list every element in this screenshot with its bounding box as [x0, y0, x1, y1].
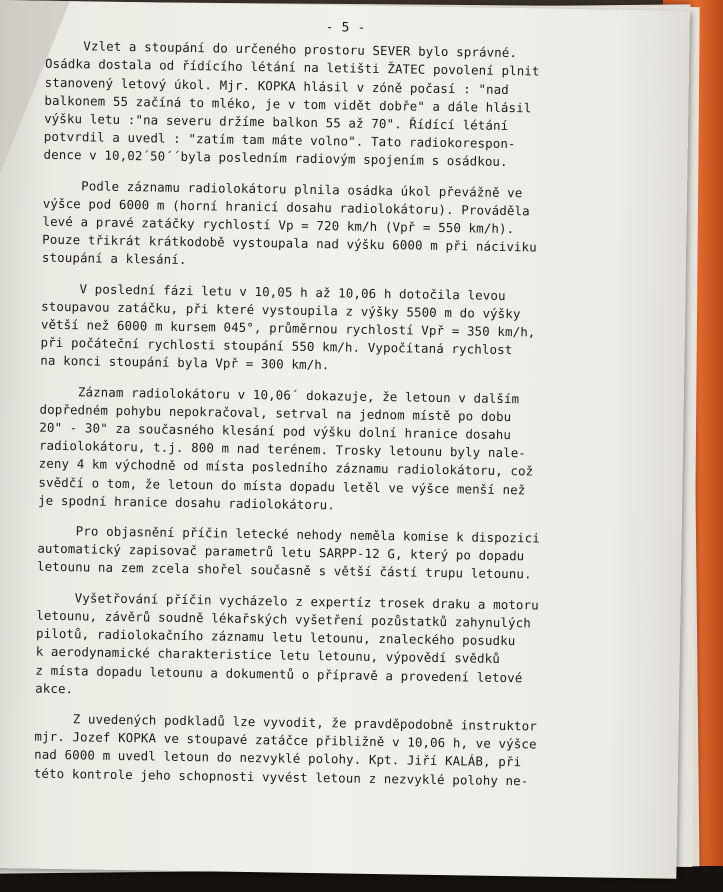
paragraph-1: Vzlet a stoupání do určeného prostoru SEVER bylo správné. Osádka dostala od řídícího létání na letišti ŽATEC povolení plnit stanovený letový úkol. Mjr. KOPKA hlásil v zóně počasí : "nad balkonem 55 začíná to mléko, je v tom vidět dobře" a dále hlásil výšku letu :"na severu držíme balkon 55 až 70". Řídící létání potvrdil a uvedl : "zatím tam máte volno". Tato radiokorespon- dence v 10,02´50´´byla posledním radiovým spojením s osádkou. — [43, 37, 540, 170]
paragraph-7: Z uvedených podkladů lze vyvodit, že pravděpodobně instruktor mjr. Jozef KOPKA ve stoupavé zatáčce přibližně v 10,06 h, ve výšce nad 6000 m uvedl letoun do nezvyklé polohy. Kpt. Jiří KALÁB, při této kontrole jeho schopnosti vyvést letoun z nezvyklé polohy ne- — [33, 710, 538, 788]
paragraph-3: V poslední fázi letu v 10,05 h až 10,06 h dotočila levou stoupavou zatáčku, při které vystoupila z výšky 5500 m do výšky větší než 6000 m kursem 045°, průměrnou rychlostí Vpř = 350 km/h, při počáteční rychlosti stoupání 550 km/h. Vypočítaná rychlost na konci stoupání byla Vpř = 300 km/h. — [40, 280, 536, 373]
paragraph-5: Pro objasnění příčin letecké nehody neměla komise k dispozici automatický zapisovač parametrů letu SARPP-12 G, který po dopadu letounu na zem zcela shořel současně s větší částí trupu letounu. — [36, 522, 540, 582]
paragraph-6: Vyšetřování příčin vycházelo z expertíz trosek draku a motoru letounu, závěrů soudně lékařských vyšetření pozůstatků zahynulých pilotů, radiolokačního záznamu letu letounu, znaleckého posudku k aerodynamické charakteristice letu letounu, výpovědí svědků z místa dopadu letounu a dokumentů o přípravě a provedení letové akce. — [35, 589, 539, 696]
paragraph-2: Podle záznamu radiolokátoru plnila osádka úkol převážně ve výšce pod 6000 m (horní hranicí dosahu radiolokátoru). Prováděla levé a pravé zatáčky rychlostí Vp = 720 km/h (Vpř = 550 km/h). Pouze třikrát krátkodobě vystoupala nad výšku 6000 m při náciviku stoupání a klesání. — [41, 177, 537, 268]
paragraph-4: Záznam radiolokátoru v 10,06´ dokazuje, že letoun v dalším dopředném pohybu nepokračoval, setrval na jednom místě po dobu 20" - 30" za současného klesání pod výšku dolní hranice dosahu radiolokátoru, t.j. 800 m nad terénem. Trosky letounu byly nale- zeny 4 km východně od místa posledního záznamu radiolokátoru, což svědčí o tom, že letoun do místa dopadu letěl ve výšce menší než je spodní hranice dosahu radiolokátoru. — [38, 383, 534, 513]
page-number: - 5 - — [325, 20, 366, 36]
page-text — [34, 15, 646, 804]
